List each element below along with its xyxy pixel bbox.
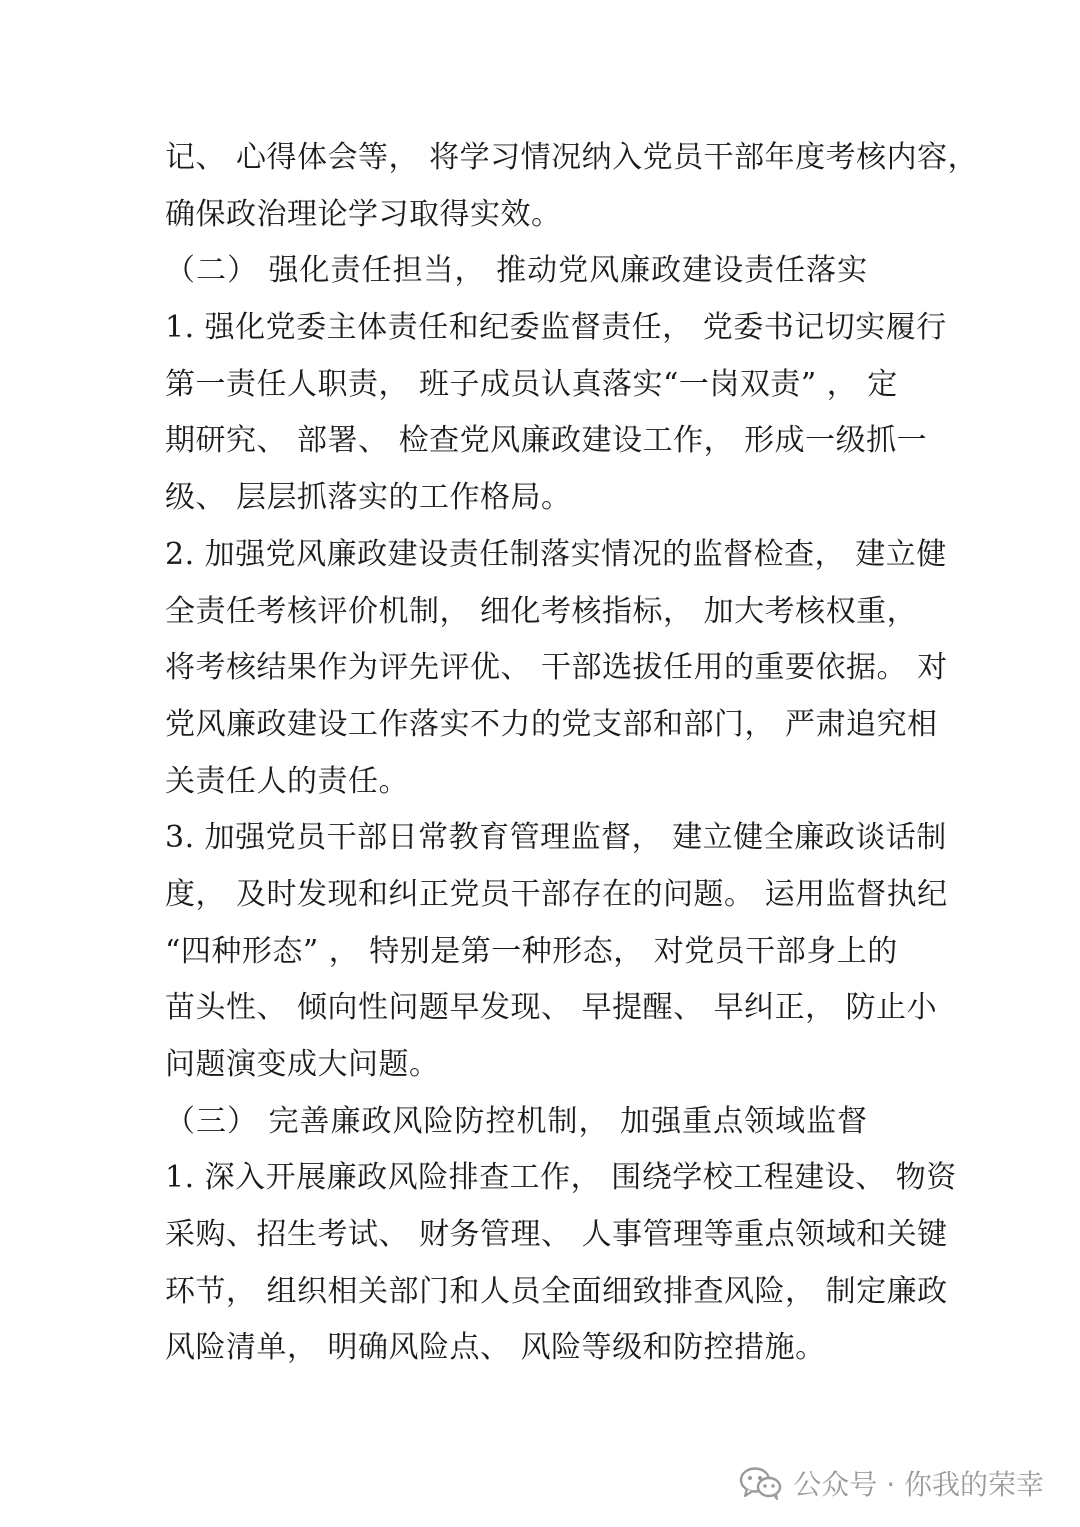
- section-heading: （三） 完善廉政风险防控机制， 加强重点领域监督: [165, 1103, 869, 1139]
- body-line: 记、 心得体会等， 将学习情况纳入党员干部年度考核内容，: [165, 140, 979, 175]
- body-line: 度， 及时发现和纠正党员干部存在的问题。 运用监督执纪: [165, 876, 948, 912]
- section-heading: （二） 强化责任担当， 推动党风廉政建设责任落实: [165, 253, 869, 289]
- body-line: 将考核结果作为评先评优、 干部选拔任用的重要依据。 对: [165, 650, 948, 686]
- body-line: 环节， 组织相关部门和人员全面细致排查风险， 制定廉政: [165, 1273, 948, 1309]
- body-line: 苗头性、 倾向性问题早发现、 早提醒、 早纠正， 防止小: [165, 990, 938, 1026]
- body-line: 风险清单， 明确风险点、 风险等级和防控措施。: [165, 1330, 826, 1366]
- body-line: 党风廉政建设工作落实不力的党支部和部门， 严肃追究相: [165, 706, 938, 742]
- body-line: 第一责任人职责， 班子成员认真落实“一岗双责” ， 定: [165, 366, 898, 402]
- watermark: [739, 1463, 1044, 1503]
- body-line: 关责任人的责任。: [165, 763, 409, 799]
- body-line: 级、 层层抓落实的工作格局。: [165, 480, 572, 516]
- document-body: [165, 130, 979, 1377]
- body-line: 1. 强化党委主体责任和纪委监督责任， 党委书记切实履行: [165, 310, 947, 346]
- body-line: 采购、招生考试、 财务管理、 人事管理等重点领域和关键: [165, 1217, 948, 1253]
- body-line: 2. 加强党风廉政建设责任制落实情况的监督检查， 建立健: [165, 536, 947, 572]
- body-line: 问题演变成大问题。: [165, 1047, 440, 1082]
- body-line: 1. 深入开展廉政风险排查工作， 围绕学校工程建设、 物资: [165, 1160, 957, 1196]
- body-line: “四种形态” ， 特别是第一种形态， 对党员干部身上的: [165, 933, 898, 969]
- body-line: 期研究、 部署、 检查党风廉政建设工作， 形成一级抓一: [165, 423, 928, 459]
- body-line: 确保政治理论学习取得实效。: [165, 196, 562, 232]
- wechat-icon: [739, 1466, 783, 1500]
- body-line: 3. 加强党员干部日常教育管理监督， 建立健全廉政谈话制: [165, 820, 947, 856]
- watermark-text: 公众号 · 你我的荣幸: [793, 1468, 1044, 1501]
- body-line: 全责任考核评价机制， 细化考核指标， 加大考核权重，: [165, 593, 918, 629]
